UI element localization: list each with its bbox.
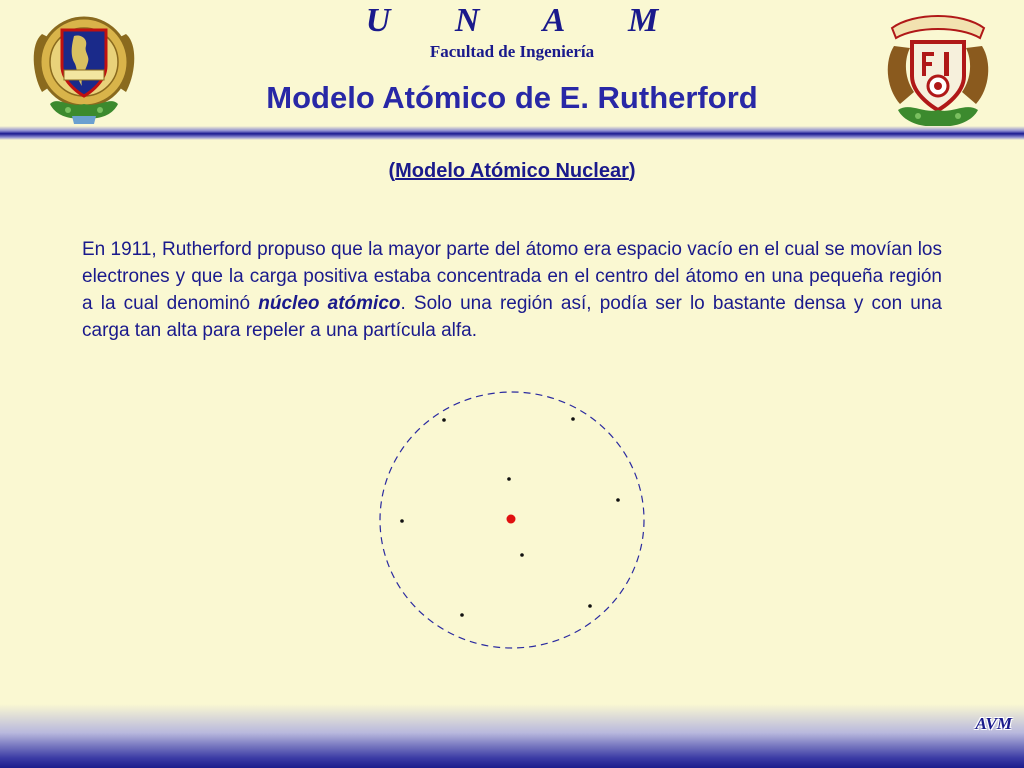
electron-dot — [507, 477, 511, 481]
subtitle-open-paren: ( — [388, 160, 396, 182]
slide-title: Modelo Atómico de E. Rutherford — [266, 80, 758, 115]
university-name: U N A M — [365, 2, 687, 39]
electron-dot — [571, 417, 575, 421]
electron-dot — [588, 604, 592, 608]
header-divider — [0, 126, 1024, 140]
footer-band — [0, 704, 1024, 768]
electron-dot — [442, 418, 446, 422]
electron-dot — [520, 553, 524, 557]
author-signature: AVM — [975, 714, 1012, 733]
paragraph-emphasis: núcleo atómico — [258, 293, 401, 314]
electron-dot — [460, 613, 464, 617]
paragraph-part-1: En 1911, Rutherford propuso que la mayor parte del átomo era espacio vacío en el cual se movían los electrones y que la carga positiva estaba concentrada en el centro del átomo en una pequeña región a la cual denominó — [82, 239, 942, 314]
faculty-name: Facultad de Ingeniería — [429, 42, 595, 61]
nucleus — [507, 515, 516, 524]
subtitle-close-paren: ) — [628, 160, 636, 182]
electron-dot — [400, 519, 404, 523]
subtitle-link[interactable]: Modelo Atómico Nuclear — [395, 160, 629, 182]
paragraph-part-2: . Solo una región así, podía ser lo bastante densa y con una carga tan alta para repeler a una partícula alfa. — [82, 293, 942, 341]
rutherford-atom-diagram — [360, 380, 660, 660]
electron-dot — [616, 498, 620, 502]
body-paragraph — [82, 236, 942, 344]
slide-subtitle — [0, 160, 1024, 183]
